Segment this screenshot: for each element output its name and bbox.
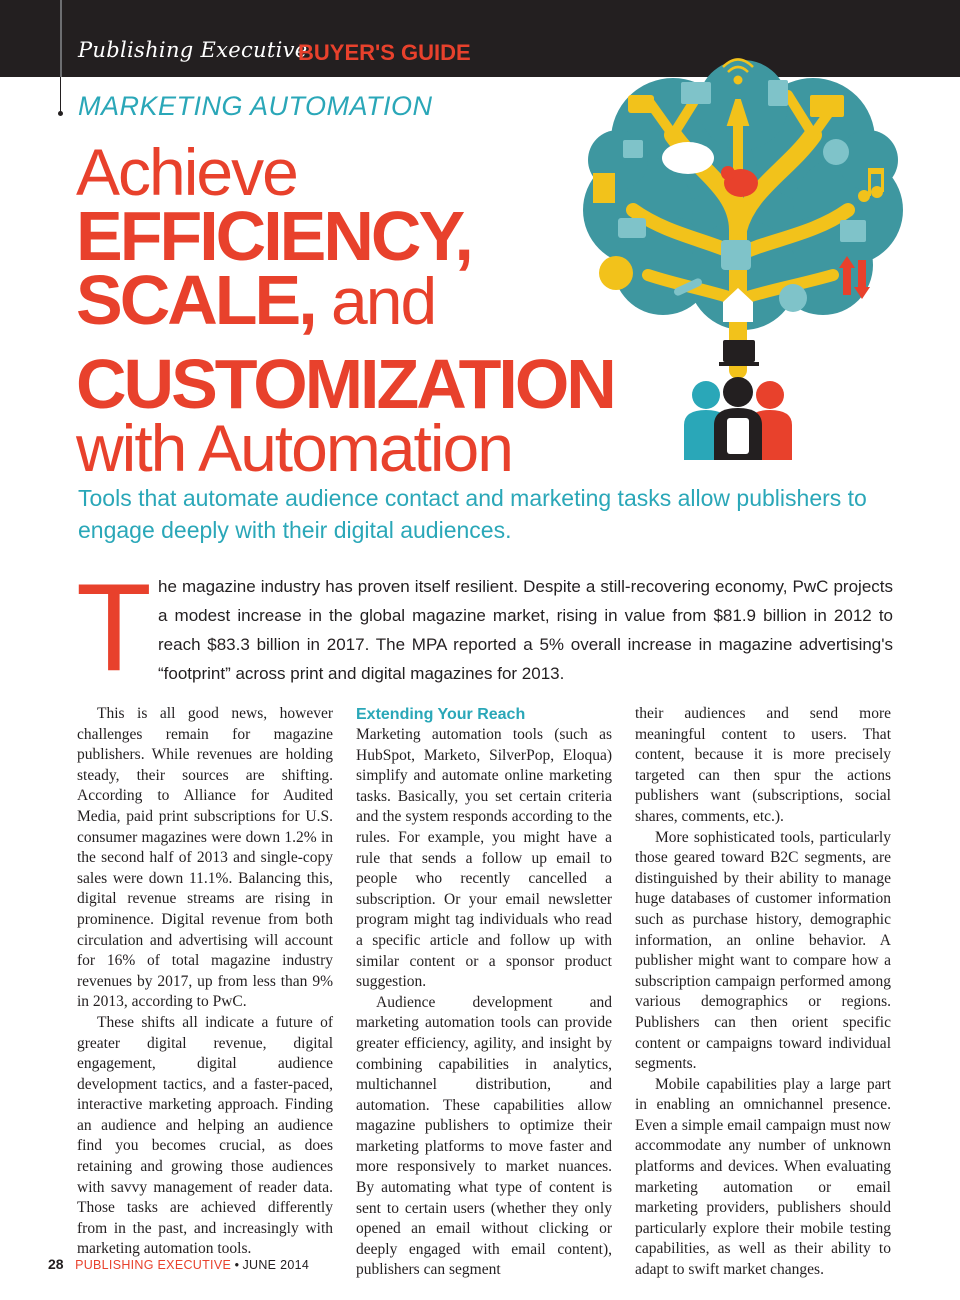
body-column-3 — [635, 704, 891, 1281]
body-paragraph: This is all good news, however challenges remain for magazine publishers. While revenues are holding steady, their sources are shifting. According to Alliance for Audited Media, paid print subscriptions for U.S. consumer magazines were down 1.2% in the second half of 2013 and single-copy sales were down 11.1%. Balancing this, digital revenue streams are rising in prominence. Digital revenue from both circulation and advertising will account for 16% of total magazine industry revenues by 2017, up from less than 9% in 2013, according to PwC. — [77, 705, 333, 1011]
buyers-guide-label: BUYER'S GUIDE — [298, 40, 471, 65]
margin-rule — [60, 77, 61, 113]
footer-publication: PUBLISHING EXECUTIVE — [75, 1258, 232, 1272]
footer-separator: • — [234, 1258, 239, 1272]
title-line-efficiency: EFFICIENCY, — [76, 197, 471, 275]
door-icon — [593, 173, 615, 203]
body-paragraph: More sophisticated tools, particularly those geared toward B2C segments, are distinguished by their ability to manage huge databases of customer information such as purchase history, demographic information, an online behavior. A publisher might want to compare how a subscription campaign performed among various demographics or regions. Publishers can then orient specific content or campaigns toward individual segments. — [635, 828, 891, 1073]
title-line-automation: with Automation — [76, 411, 512, 485]
tree-branches — [633, 95, 848, 370]
automation-tree-illustration — [578, 40, 908, 460]
masthead-rule — [60, 0, 62, 77]
globe-icon — [599, 256, 633, 290]
page-title — [76, 135, 614, 485]
rss-icon — [721, 240, 751, 270]
body-paragraph: Mobile capabilities play a large part in enabling an omnichannel presence. Even a simple email campaign must now accommodate any number of unknown platforms and devices. When evaluating marketing automation or email marketing providers, publishers should particularly explore their mobile testing capabilities, as well as their ability to adapt to swift market changes. — [635, 1075, 891, 1279]
margin-rule-dot — [58, 111, 63, 116]
body-column-1 — [77, 704, 333, 1260]
gear-icon — [823, 139, 849, 165]
lock-icon — [623, 140, 643, 158]
speech-bubble-icon — [662, 142, 714, 174]
drop-cap: T — [76, 559, 152, 697]
title-scale-and: and — [314, 264, 436, 338]
title-line-scale — [76, 261, 614, 352]
body-paragraph: their audiences and send more meaningful content to users. That content, because it is more precisely targeted can then spur the actions publishers want (subscriptions, social shares, comments, etc.). — [635, 705, 891, 825]
lede-paragraph: he magazine industry has proven itself resilient. Despite a still-recovering economy, PwC projects a modest increase in the global magazine market, rising in value from $81.9 billion in 2012 to reach $83.3 billion in 2017. The MPA reported a 5% overall increase in magazine advertising's “footprint” across print and digital magazines for 2013. — [158, 577, 893, 683]
network-icon — [840, 220, 866, 242]
folder-icon — [681, 82, 711, 104]
title-line-customization: CUSTOMIZATION — [76, 345, 614, 423]
page-number: 28 — [48, 1256, 64, 1272]
body-column-2 — [356, 704, 612, 1281]
subheading-extending-reach: Extending Your Reach — [356, 706, 526, 723]
body-paragraph: Marketing automation tools (such as HubSpot, Marketo, SilverPop, Eloqua) simplify and automate online marketing tasks. Basically, you set certain criteria and the system responds according to the rules. For example, you might have a rule that sends a follow up email to people who recently cancelled a subscription. Or your email newsletter program might tag individuals who read a specific article and follow up with similar content or a sponsor product suggestion. — [356, 726, 612, 991]
title-line-achieve: Achieve — [76, 135, 297, 209]
laptop-icon — [723, 340, 755, 362]
section-label: MARKETING AUTOMATION — [78, 91, 433, 121]
footer-date: JUNE 2014 — [242, 1258, 310, 1272]
handshake-icon — [779, 284, 807, 312]
film-camera-icon — [628, 95, 654, 113]
body-paragraph: Audience development and marketing automation tools can provide greater efficiency, agility, and insight by combining capabilities in analytics, multichannel distribution, and automation. These capabilities allow magazine publishers to optimize their marketing platforms to move faster and more responsively to market nuances. By automating what type of content is sent to certain users (whether they only opened an email without clicking or deeply engaged with email content), publishers can segment — [356, 993, 612, 1279]
publication-name: Publishing Executive — [78, 38, 308, 62]
mobile-phone-icon — [727, 418, 749, 454]
video-camera-icon — [618, 218, 646, 238]
body-paragraph: These shifts all indicate a future of greater digital revenue, digital engagement, digital audience development tactics, and a faster-paced, interactive marketing approach. Finding an audience and helping an audience find you becomes crucial, as does retaining and growing those audiences with savvy management of reader data. Those tasks are achieved differently from in the past, and increasingly with marketing automation tools. — [77, 1013, 333, 1258]
page-footer — [48, 1256, 309, 1272]
article-dek: Tools that automate audience contact and marketing tasks allow publishers to engage deeply with their digital audiences. — [78, 485, 867, 543]
envelope-icon — [810, 95, 844, 117]
document-icon — [768, 80, 788, 106]
title-scale-bold: SCALE, — [76, 261, 315, 339]
